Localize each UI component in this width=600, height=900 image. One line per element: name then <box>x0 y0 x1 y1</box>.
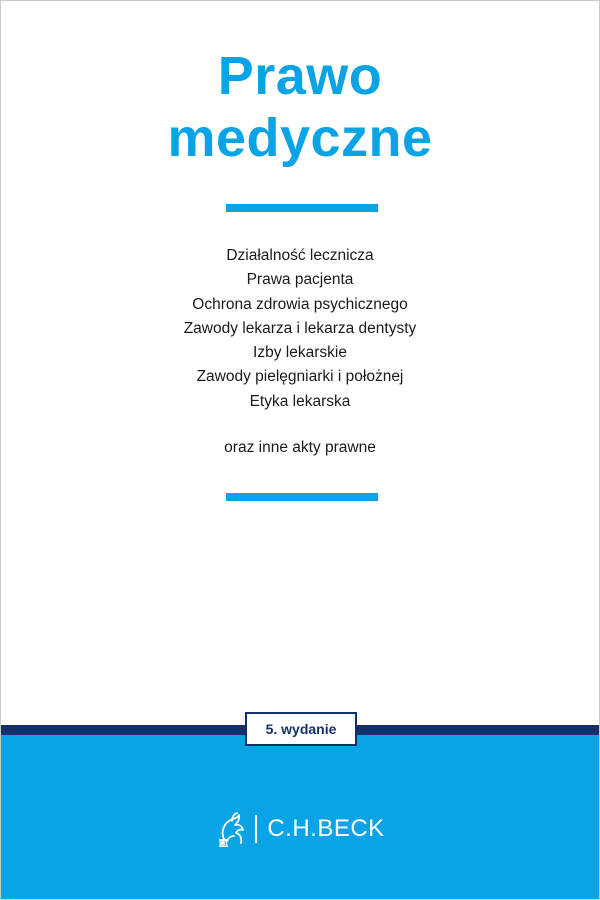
svg-text:C.H: C.H <box>218 841 230 848</box>
book-title <box>1 45 599 169</box>
title-line-2: medyczne <box>167 108 433 168</box>
beck-griffin-logo-icon <box>215 809 249 849</box>
title-line-1: Prawo <box>217 46 383 106</box>
topic-item: Izby lekarskie <box>253 344 347 362</box>
topic-item: Ochrona zdrowia psychicznego <box>192 295 408 313</box>
edition-badge: 5. wydanie <box>245 712 357 746</box>
topic-item: Zawody pielęgniarki i położnej <box>196 368 404 386</box>
topics-list <box>1 244 599 414</box>
logo-divider <box>255 815 257 843</box>
publisher-logo <box>1 809 599 849</box>
bottom-divider-rule <box>226 493 378 501</box>
top-divider-rule <box>226 204 378 212</box>
publisher-name: C.H.BECK <box>267 815 385 842</box>
topic-item: Działalność lecznicza <box>226 247 374 264</box>
topic-item: Zawody lekarza i lekarza dentysty <box>183 319 417 337</box>
topic-item: Prawa pacjenta <box>246 271 354 289</box>
supplement-note: oraz inne akty prawne <box>224 439 376 456</box>
topic-item: Etyka lekarska <box>249 392 351 410</box>
